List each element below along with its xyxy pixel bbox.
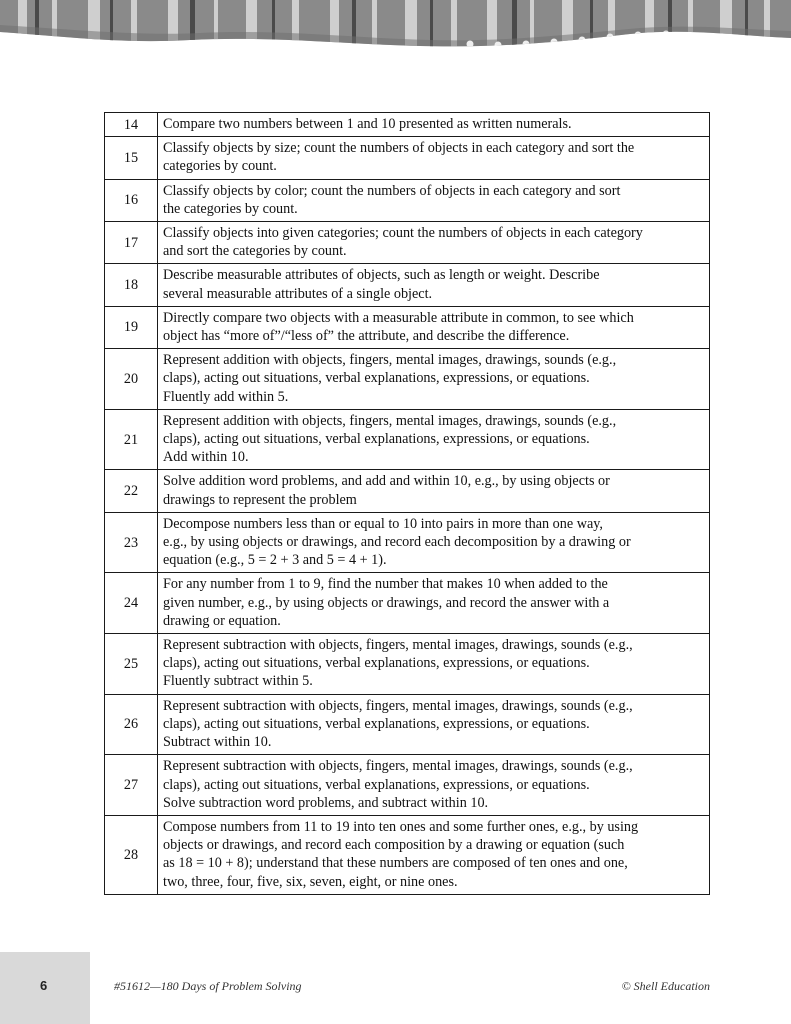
description-line: Fluently subtract within 5. — [163, 673, 313, 690]
description-line: objects or drawings, and record each composition by a drawing or equation (such — [163, 837, 625, 854]
description-line: claps), acting out situations, verbal explanations, expressions, or equations. — [163, 776, 590, 793]
description-line: claps), acting out situations, verbal explanations, expressions, or equations. — [163, 655, 590, 672]
description-line: Classify objects into given categories; count the numbers of objects in each category — [163, 225, 643, 242]
description-line: Classify objects by size; count the numbers of objects in each category and sort the — [163, 140, 635, 157]
description-line: equation (e.g., 5 = 2 + 3 and 5 = 4 + 1). — [163, 552, 387, 569]
description-line: e.g., by using objects or drawings, and record each decomposition by a drawing or — [163, 534, 631, 551]
description-line: Subtract within 10. — [163, 734, 272, 751]
standard-description — [158, 306, 710, 348]
header-banner — [0, 0, 791, 62]
table-row — [105, 264, 710, 306]
standard-description — [158, 470, 710, 512]
table-row — [105, 573, 710, 634]
standard-number: 16 — [105, 179, 158, 221]
description-line: drawings to represent the problem — [163, 491, 357, 508]
description-line: Represent subtraction with objects, fingers, mental images, drawings, sounds (e.g., — [163, 758, 633, 775]
description-line: several measurable attributes of a single object. — [163, 285, 433, 302]
description-line: the categories by count. — [163, 200, 298, 217]
standard-number: 20 — [105, 349, 158, 410]
table-row — [105, 694, 710, 755]
standard-number: 25 — [105, 634, 158, 695]
standard-number: 26 — [105, 694, 158, 755]
table-row — [105, 815, 710, 894]
description-line: Decompose numbers less than or equal to 10 into pairs in more than one way, — [163, 515, 603, 532]
standard-description — [158, 694, 710, 755]
standard-description — [158, 815, 710, 894]
description-line: and sort the categories by count. — [163, 243, 347, 260]
standard-description — [158, 179, 710, 221]
description-line: Add within 10. — [163, 449, 249, 466]
standard-description — [158, 113, 710, 137]
standard-number: 27 — [105, 755, 158, 816]
description-line: For any number from 1 to 9, find the number that makes 10 when added to the — [163, 576, 608, 593]
description-line: Compare two numbers between 1 and 10 presented as written numerals. — [163, 116, 572, 132]
standard-number: 14 — [105, 113, 158, 137]
standard-number: 18 — [105, 264, 158, 306]
table-row — [105, 179, 710, 221]
standard-description — [158, 137, 710, 179]
description-line: Represent addition with objects, fingers, mental images, drawings, sounds (e.g., — [163, 352, 617, 369]
description-line: Represent subtraction with objects, fingers, mental images, drawings, sounds (e.g., — [163, 697, 633, 714]
footer-publisher: © Shell Education — [621, 979, 710, 993]
table-row — [105, 306, 710, 348]
table-row — [105, 137, 710, 179]
standard-description — [158, 755, 710, 816]
table-row — [105, 222, 710, 264]
description-line: as 18 = 10 + 8); understand that these numbers are composed of ten ones and one, — [163, 855, 628, 872]
description-line: Solve subtraction word problems, and subtract within 10. — [163, 794, 489, 811]
description-line: categories by count. — [163, 158, 277, 175]
standard-number: 15 — [105, 137, 158, 179]
standard-number: 21 — [105, 409, 158, 470]
table-row — [105, 409, 710, 470]
description-line: claps), acting out situations, verbal explanations, expressions, or equations. — [163, 370, 590, 387]
description-line: two, three, four, five, six, seven, eight, or nine ones. — [163, 873, 458, 890]
standards-table — [104, 112, 710, 895]
standard-description — [158, 222, 710, 264]
description-line: drawing or equation. — [163, 612, 281, 629]
standard-description — [158, 349, 710, 410]
description-line: given number, e.g., by using objects or drawings, and record the answer with a — [163, 594, 610, 611]
description-line: claps), acting out situations, verbal explanations, expressions, or equations. — [163, 715, 590, 732]
footer-book-title: #51612—180 Days of Problem Solving — [114, 979, 302, 993]
standard-description — [158, 409, 710, 470]
description-line: Directly compare two objects with a measurable attribute in common, to see which — [163, 309, 634, 326]
standard-number: 17 — [105, 222, 158, 264]
page-number: 6 — [40, 978, 48, 993]
description-line: Represent subtraction with objects, fingers, mental images, drawings, sounds (e.g., — [163, 637, 633, 654]
description-line: Fluently add within 5. — [163, 388, 289, 405]
standard-description — [158, 264, 710, 306]
table-row — [105, 634, 710, 695]
description-line: Compose numbers from 11 to 19 into ten ones and some further ones, e.g., by using — [163, 818, 639, 835]
description-line: Classify objects by color; count the numbers of objects in each category and sort — [163, 182, 621, 199]
standard-description — [158, 634, 710, 695]
standard-number: 19 — [105, 306, 158, 348]
standard-number: 23 — [105, 512, 158, 573]
standard-number: 22 — [105, 470, 158, 512]
standard-number: 24 — [105, 573, 158, 634]
table-row — [105, 755, 710, 816]
standard-number: 28 — [105, 815, 158, 894]
description-line: Represent addition with objects, fingers, mental images, drawings, sounds (e.g., — [163, 412, 617, 429]
description-line: claps), acting out situations, verbal explanations, expressions, or equations. — [163, 431, 590, 448]
standard-description — [158, 512, 710, 573]
description-line: Solve addition word problems, and add and within 10, e.g., by using objects or — [163, 473, 610, 490]
table-row — [105, 470, 710, 512]
standard-description — [158, 573, 710, 634]
table-row — [105, 113, 710, 137]
description-line: Describe measurable attributes of objects, such as length or weight. Describe — [163, 267, 600, 284]
table-row — [105, 349, 710, 410]
table-row — [105, 512, 710, 573]
description-line: object has “more of”/“less of” the attribute, and describe the difference. — [163, 328, 570, 345]
